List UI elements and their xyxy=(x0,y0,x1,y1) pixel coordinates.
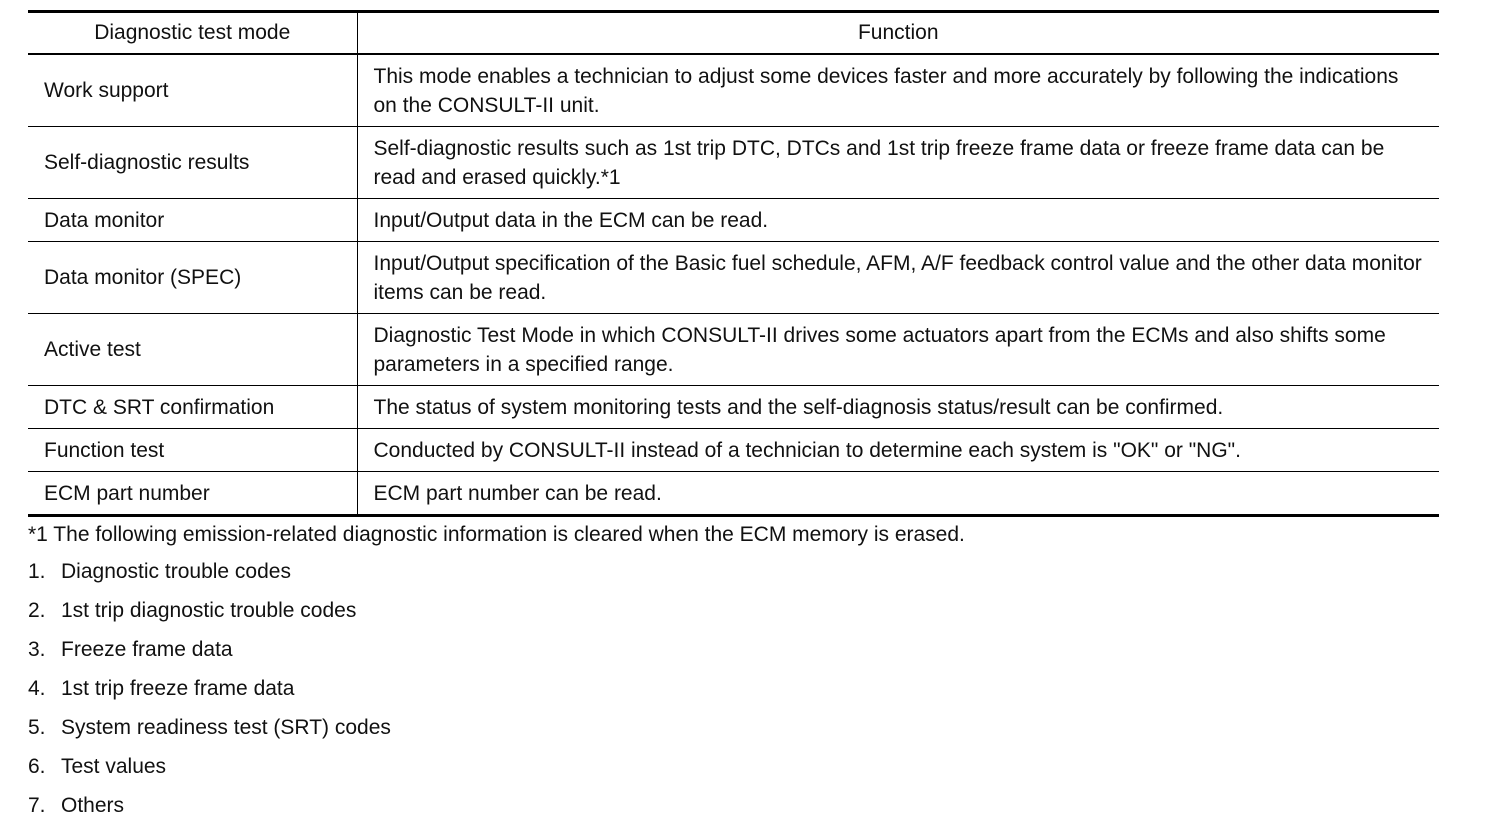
table-row xyxy=(28,127,1439,199)
function-cell: This mode enables a technician to adjust some devices faster and more accurately by following the indications on the CONSULT-II unit. xyxy=(357,54,1439,127)
list-number: 4. xyxy=(28,677,46,700)
list-text: System readiness test (SRT) codes xyxy=(61,716,391,739)
mode-cell: DTC & SRT confirmation xyxy=(28,386,357,429)
table-row xyxy=(28,472,1439,516)
diagnostic-mode-table xyxy=(28,10,1439,517)
list-number: 2. xyxy=(28,599,46,622)
table-row xyxy=(28,386,1439,429)
list-item xyxy=(28,630,1439,669)
mode-cell: Active test xyxy=(28,314,357,386)
list-item xyxy=(28,552,1439,591)
table-header-row xyxy=(28,12,1439,55)
list-number: 7. xyxy=(28,794,46,817)
function-cell: The status of system monitoring tests and the self-diagnosis status/result can be confirmed. xyxy=(357,386,1439,429)
function-cell: Input/Output data in the ECM can be read. xyxy=(357,199,1439,242)
table-row xyxy=(28,429,1439,472)
table-row xyxy=(28,54,1439,127)
header-diagnostic-test-mode: Diagnostic test mode xyxy=(28,12,357,55)
document xyxy=(28,10,1439,825)
list-text: Diagnostic trouble codes xyxy=(61,560,291,583)
mode-cell: ECM part number xyxy=(28,472,357,516)
list-text: Test values xyxy=(61,755,167,778)
list-number: 3. xyxy=(28,638,46,661)
header-function: Function xyxy=(357,12,1439,55)
footnote: *1 The following emission-related diagnostic information is cleared when the ECM memory is erased. xyxy=(28,523,965,546)
table-row xyxy=(28,242,1439,314)
list-number: 5. xyxy=(28,716,46,739)
table-row xyxy=(28,199,1439,242)
function-cell: Self-diagnostic results such as 1st trip DTC, DTCs and 1st trip freeze frame data or freeze frame data can be read and erased quickly.*1 xyxy=(357,127,1439,199)
list-item xyxy=(28,591,1439,630)
function-cell: ECM part number can be read. xyxy=(357,472,1439,516)
function-cell: Diagnostic Test Mode in which CONSULT-II drives some actuators apart from the ECMs and also shifts some parameters in a specified range. xyxy=(357,314,1439,386)
mode-cell: Work support xyxy=(28,54,357,127)
list-text: Freeze frame data xyxy=(61,638,233,661)
list-text: 1st trip diagnostic trouble codes xyxy=(61,599,357,622)
function-cell: Input/Output specification of the Basic fuel schedule, AFM, A/F feedback control value and the other data monitor items can be read. xyxy=(357,242,1439,314)
table-row xyxy=(28,314,1439,386)
mode-cell: Self-diagnostic results xyxy=(28,127,357,199)
list-item xyxy=(28,786,1439,825)
list-number: 6. xyxy=(28,755,46,778)
cleared-info-list xyxy=(28,552,1439,825)
list-text: Others xyxy=(61,794,125,817)
list-item xyxy=(28,747,1439,786)
list-number: 1. xyxy=(28,560,46,583)
mode-cell: Data monitor (SPEC) xyxy=(28,242,357,314)
list-item xyxy=(28,669,1439,708)
mode-cell: Function test xyxy=(28,429,357,472)
function-cell: Conducted by CONSULT-II instead of a technician to determine each system is "OK" or "NG". xyxy=(357,429,1439,472)
list-item xyxy=(28,708,1439,747)
list-text: 1st trip freeze frame data xyxy=(61,677,295,700)
mode-cell: Data monitor xyxy=(28,199,357,242)
